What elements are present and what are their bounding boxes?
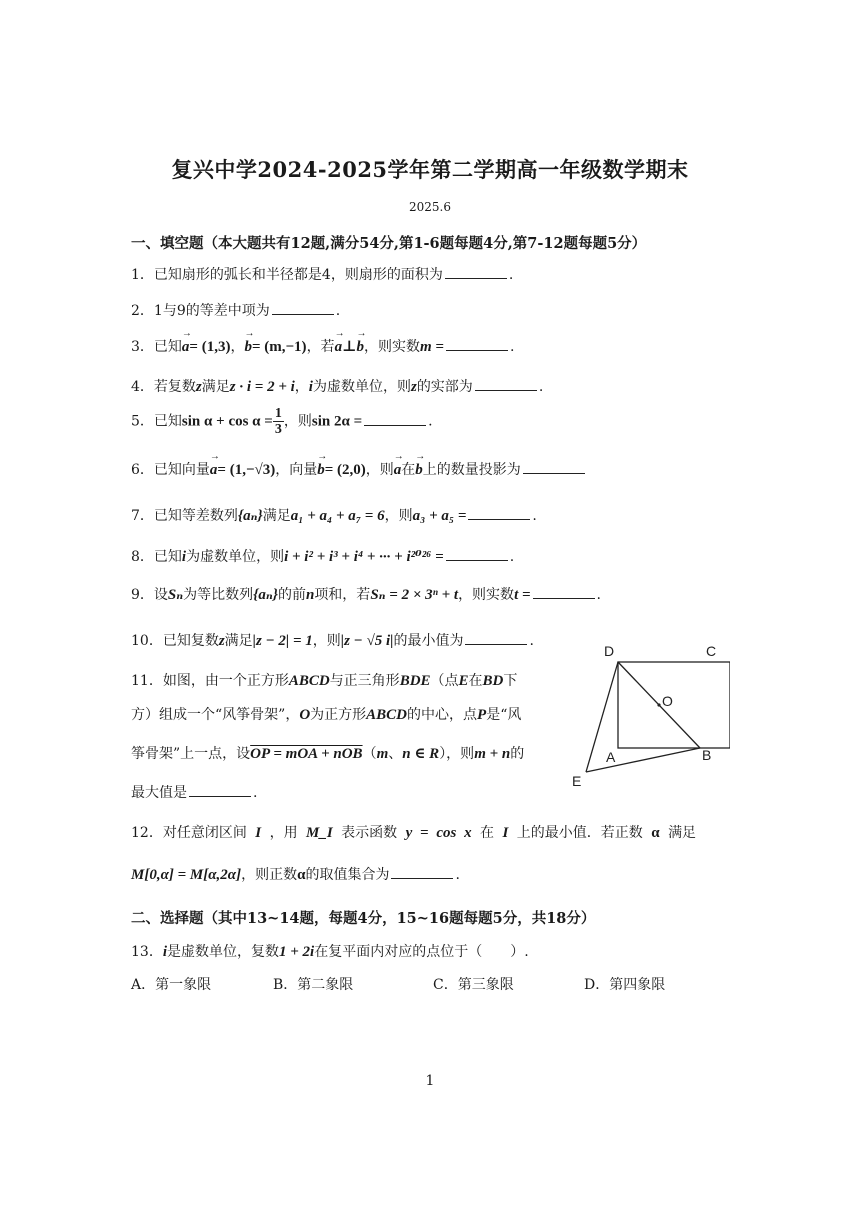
question-1: 1．已知扇形的弧长和半径都是4，则扇形的面积为 . [131,267,514,283]
option-c: C．第三象限 [433,977,514,993]
answer-blank [533,586,595,599]
kite-figure [568,638,730,790]
option-d: D．第四象限 [584,977,666,993]
question-8: 8．已知i为虚数单位，则i + i² + i³ + i⁴ + ··· + i²⁰²⁶ = . [131,549,515,565]
label-b: B [702,747,712,763]
question-12-line-2: M[0,α] = M[α,2α]，则正数α的取值集合为 . [131,867,460,883]
exam-date: 2025.6 [409,200,451,214]
label-d: D [604,643,615,659]
answer-blank [523,461,585,474]
question-1-text: 1．已知扇形的弧长和半径都是4，则扇形的面积为 [131,267,443,283]
question-11-line-2: 方）组成一个“风筝骨架”，O为正方形ABCD的中心，点P是“风 [131,707,522,723]
answer-blank [189,784,251,797]
question-4: 4．若复数z满足z · i = 2 + i，i为虚数单位，则z的实部为 . [131,379,544,395]
question-11-line-3: 筝骨架”上一点，设OP = mOA + nOB（m、n ∈ R），则m + n的 [131,746,525,762]
question-7: 7．已知等差数列{aₙ}满足a₁ + a₄ + a₇ = 6，则a₃ + a₅ = . [131,508,537,524]
section-choice-header: 二、选择题（其中13~14题，每题4分，15~16题每题5分，共18分） [131,910,596,927]
label-o: O [662,693,673,709]
side-eb [586,748,700,772]
label-c: C [706,643,717,659]
answer-blank [475,378,537,391]
question-3: 3．已知→ a= (1,3)，→ b= (m,−1)，若→ a⊥→ b，则实数m = . [131,336,514,356]
option-a: A．第一象限 [131,977,212,993]
answer-blank [465,632,527,645]
question-2: 2．1与9的等差中项为 . [131,303,341,319]
question-11-line-4: 最大值是 . [131,785,258,801]
vector-a: → a [182,339,190,356]
question-9: 9．设Sₙ为等比数列{aₙ}的前n项和，若Sₙ = 2 × 3ⁿ + t，则实数t = . [131,587,601,603]
vector-b: → b [244,339,252,356]
square-abcd [618,662,730,748]
answer-blank [446,548,508,561]
fraction-one-third: $\frac{1}{3}$ [274,406,282,437]
answer-blank [272,302,334,315]
answer-blank [446,338,508,351]
question-10: 10．已知复数z满足|z − 2| = 1，则|z − √5 i|的最小值为 . [131,633,534,649]
question-5: 5．已知sin α + cos α = $\frac{1}{3}$ ，则sin 2α = . [131,406,433,437]
section-fill-in-header: 一、填空题（本大题共有12题,满分54分,第1-6题每题4分,第7-12题每题5分） [131,235,647,252]
answer-blank [391,866,453,879]
exam-title: 复兴中学2024-2025学年第二学期高一年级数学期末 [171,157,689,182]
question-11-line-1: 11．如图，由一个正方形ABCD与正三角形BDE（点E在BD下 [131,673,518,689]
question-13: 13．i是虚数单位，复数1 + 2i在复平面内对应的点位于（ ）. [131,944,529,960]
center-o [657,703,660,706]
option-b: B．第二象限 [273,977,354,993]
answer-blank [445,266,507,279]
label-e: E [572,773,582,789]
question-2-text: 2．1与9的等差中项为 [131,303,270,319]
page-number: 1 [425,1073,435,1089]
question-12-line-1: 12．对任意闭区间 I ，用 M_I 表示函数 y = cos x 在 I 上的最小值．若正数 α 满足 [131,825,697,841]
label-a: A [606,749,616,765]
question-6: 6．已知向量→ a= (1,−√3)，向量→ b= (2,0)，则→ a在→ b上的数量投影为 [131,459,587,479]
answer-blank [468,507,530,520]
answer-blank [364,413,426,426]
